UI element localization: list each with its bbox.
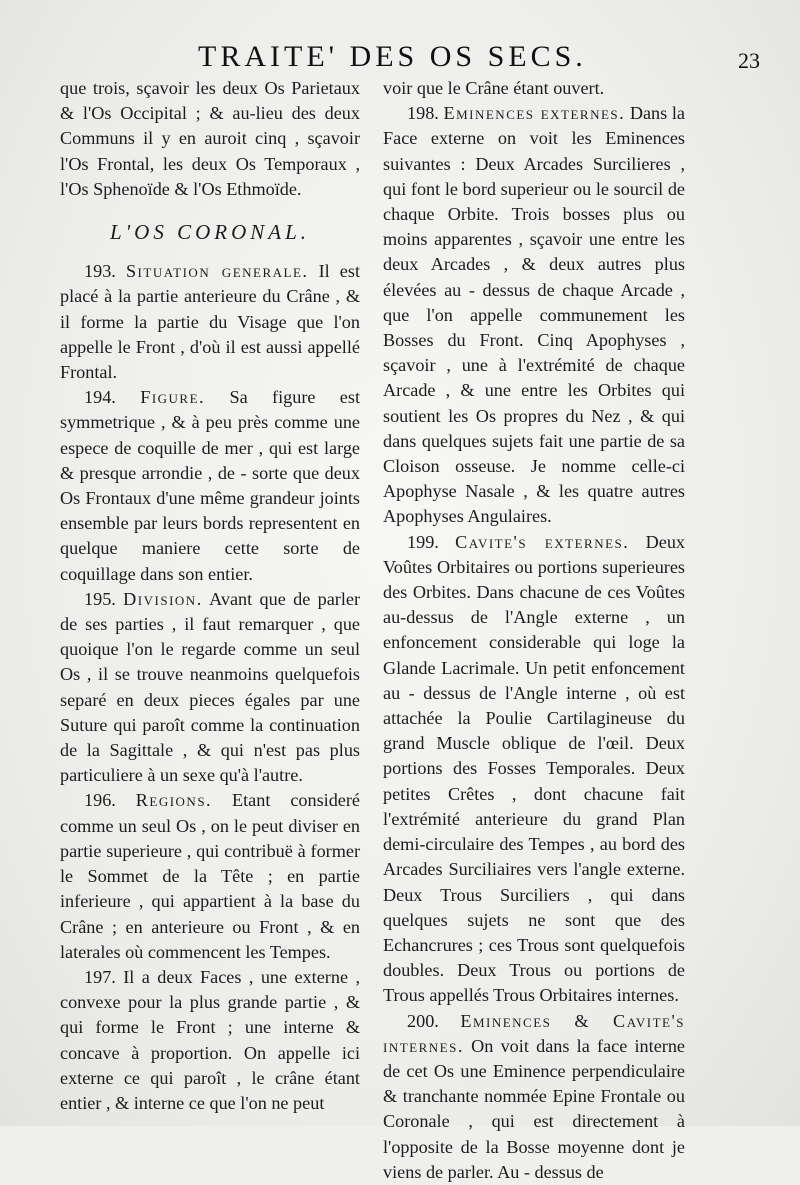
paragraph-text: Etant consideré comme un seul Os , on le peut diviser en partie superieure , qui contribuë à former le Sommet de la Tête ; en partie inferieure , qui appartient à la base du Crâne ; en anterieure ou Front , & en laterales où commencent les Tempes. [60,790,361,962]
section-heading: L'OS CORONAL. [109,220,310,245]
paragraph-text: Deux Voûtes Orbitaires ou portions superieures des Orbites. Dans chacune de ces Voûtes au-dessus de l'Angle externe , un enfoncement considerable qui loge la Glande Lacrimale. Un petit enfoncement au - dessus de l'Angle interne , où est attachée la Poulie Cartilagineuse du grand Muscle oblique de l'œil. Deux portions des Fosses Temporales. Deux petites Crêtes , dont chacune fait l'extrémité anterieure du grand Plan demi-circulaire des Tempes , au bord des Arcades Surciliaires vers l'angle externe. Deux Trous Surciliers , qui dans quelques sujets ne sont que des Echancrures ; ces Trous sont quelquefois doubles. Deux Trous ou portions de Trous appellés Trous Orbitaires internes. [383,531,686,1006]
paragraph-heading: Eminences & Cavite's internes. [383,1010,686,1056]
continuation-text: voir que le Crâne étant ouvert. [383,78,605,98]
paragraph-text: On voit dans la face interne de cet Os une Eminence perpendiculaire & tranchante nommée Epine Frontale ou Coronale , qui est directement à l'opposite de la Bosse moyenne dont je viens de parler. Au - dessus de [383,1035,685,1182]
paragraph-194 [60,385,360,587]
paragraph-number: 196. [84,790,116,811]
paragraph-number: 195. [84,588,116,609]
paragraph-number: 194. [84,387,116,408]
continuation-text: que trois, sçavoir les deux Os Parietaux & l'Os Occipital ; & au-lieu des deux Communs il y en auroit cinq , sçavoir l'Os Frontal, les deux Os Temporaux , l'Os Sphenoïde & l'Os Ethmoïde. [60,78,360,199]
paragraph-heading: Eminences externes. [443,103,626,124]
paragraph-heading: Regions. [135,790,213,811]
paragraph-text: Il est placé à la partie anterieure du Crâne , & il forme la partie du Visage que l'on appelle le Front , d'où il est aussi appellé Frontal. [60,261,360,383]
page-header [60,40,760,76]
paragraph-199 [383,530,685,1009]
page-number: 23 [738,48,760,73]
paragraph-text: Avant que de parler de ses parties , il faut remarquer , que quoique l'on le regarde comme un seul Os , il se trouve neanmoins quelquefois separé en deux pieces égales par une Suture qui paroît comme la continuation de la Sagittale , & qui n'est pas plus particuliere à un sexe qu'à l'autre. [60,588,360,786]
paragraph-heading: Cavite's externes. [455,531,630,552]
paragraph-196 [60,788,360,964]
paragraph-heading: Figure. [140,387,206,408]
paragraph-heading: Division. [123,588,203,609]
paragraph-number: 197. [84,966,116,987]
paragraph-number: 199. [407,531,439,552]
paragraph-text: Sa figure est symmetrique , & à peu près comme une espece de coquille de mer , qui est large & presque arrondie , de - sorte que deux Os Frontaux d'une même grandeur joints ensemble par leurs bords representent en quelque maniere cette sorte de coquillage dans son entier. [60,387,361,584]
paragraph-text: Il a deux Faces , une externe , convexe pour la plus grande partie , & qui forme le Front ; une interne & concave à proportion. On appelle ici externe ce qui paroît , le crâne étant entier , & interne ce que l'on ne peut [60,966,360,1113]
paragraph-195 [60,587,360,789]
paragraph-200 [383,1009,685,1185]
paragraph-heading: Situation generale. [125,261,309,282]
paragraph-text: Dans la Face externe on voit les Eminences suivantes : Deux Arcades Surcilieres , qui font le bord superieur ou le sourcil de chaque Orbite. Trois bosses plus ou moins apparentes , sçavoir une entre les deux Arcades , & deux autres plus élevées au - dessus de chaque Arcade , que l'on appelle communement les Bosses du Front. Cinq Apophyses , sçavoir , une à l'extrémité de chaque Arcade , & une entre les Orbites qui soutient les Os propres du Nez , & qui dans quelques sujets fait une partie de sa Cloison osseuse. Je nomme celle-ci Apophyse Nasale , & les quatre autres Apophyses Angulaires. [383,103,686,527]
paragraph-number: 198. [407,103,439,124]
running-title: TRAITE' DES OS SECS. [198,40,587,73]
paragraph-193 [60,259,360,385]
paragraph-number: 193. [84,261,116,282]
paragraph-197 [60,965,360,1116]
left-column [60,76,360,1116]
paragraph-198 [383,101,685,529]
paragraph-number: 200. [407,1010,439,1031]
right-column [383,76,685,1185]
